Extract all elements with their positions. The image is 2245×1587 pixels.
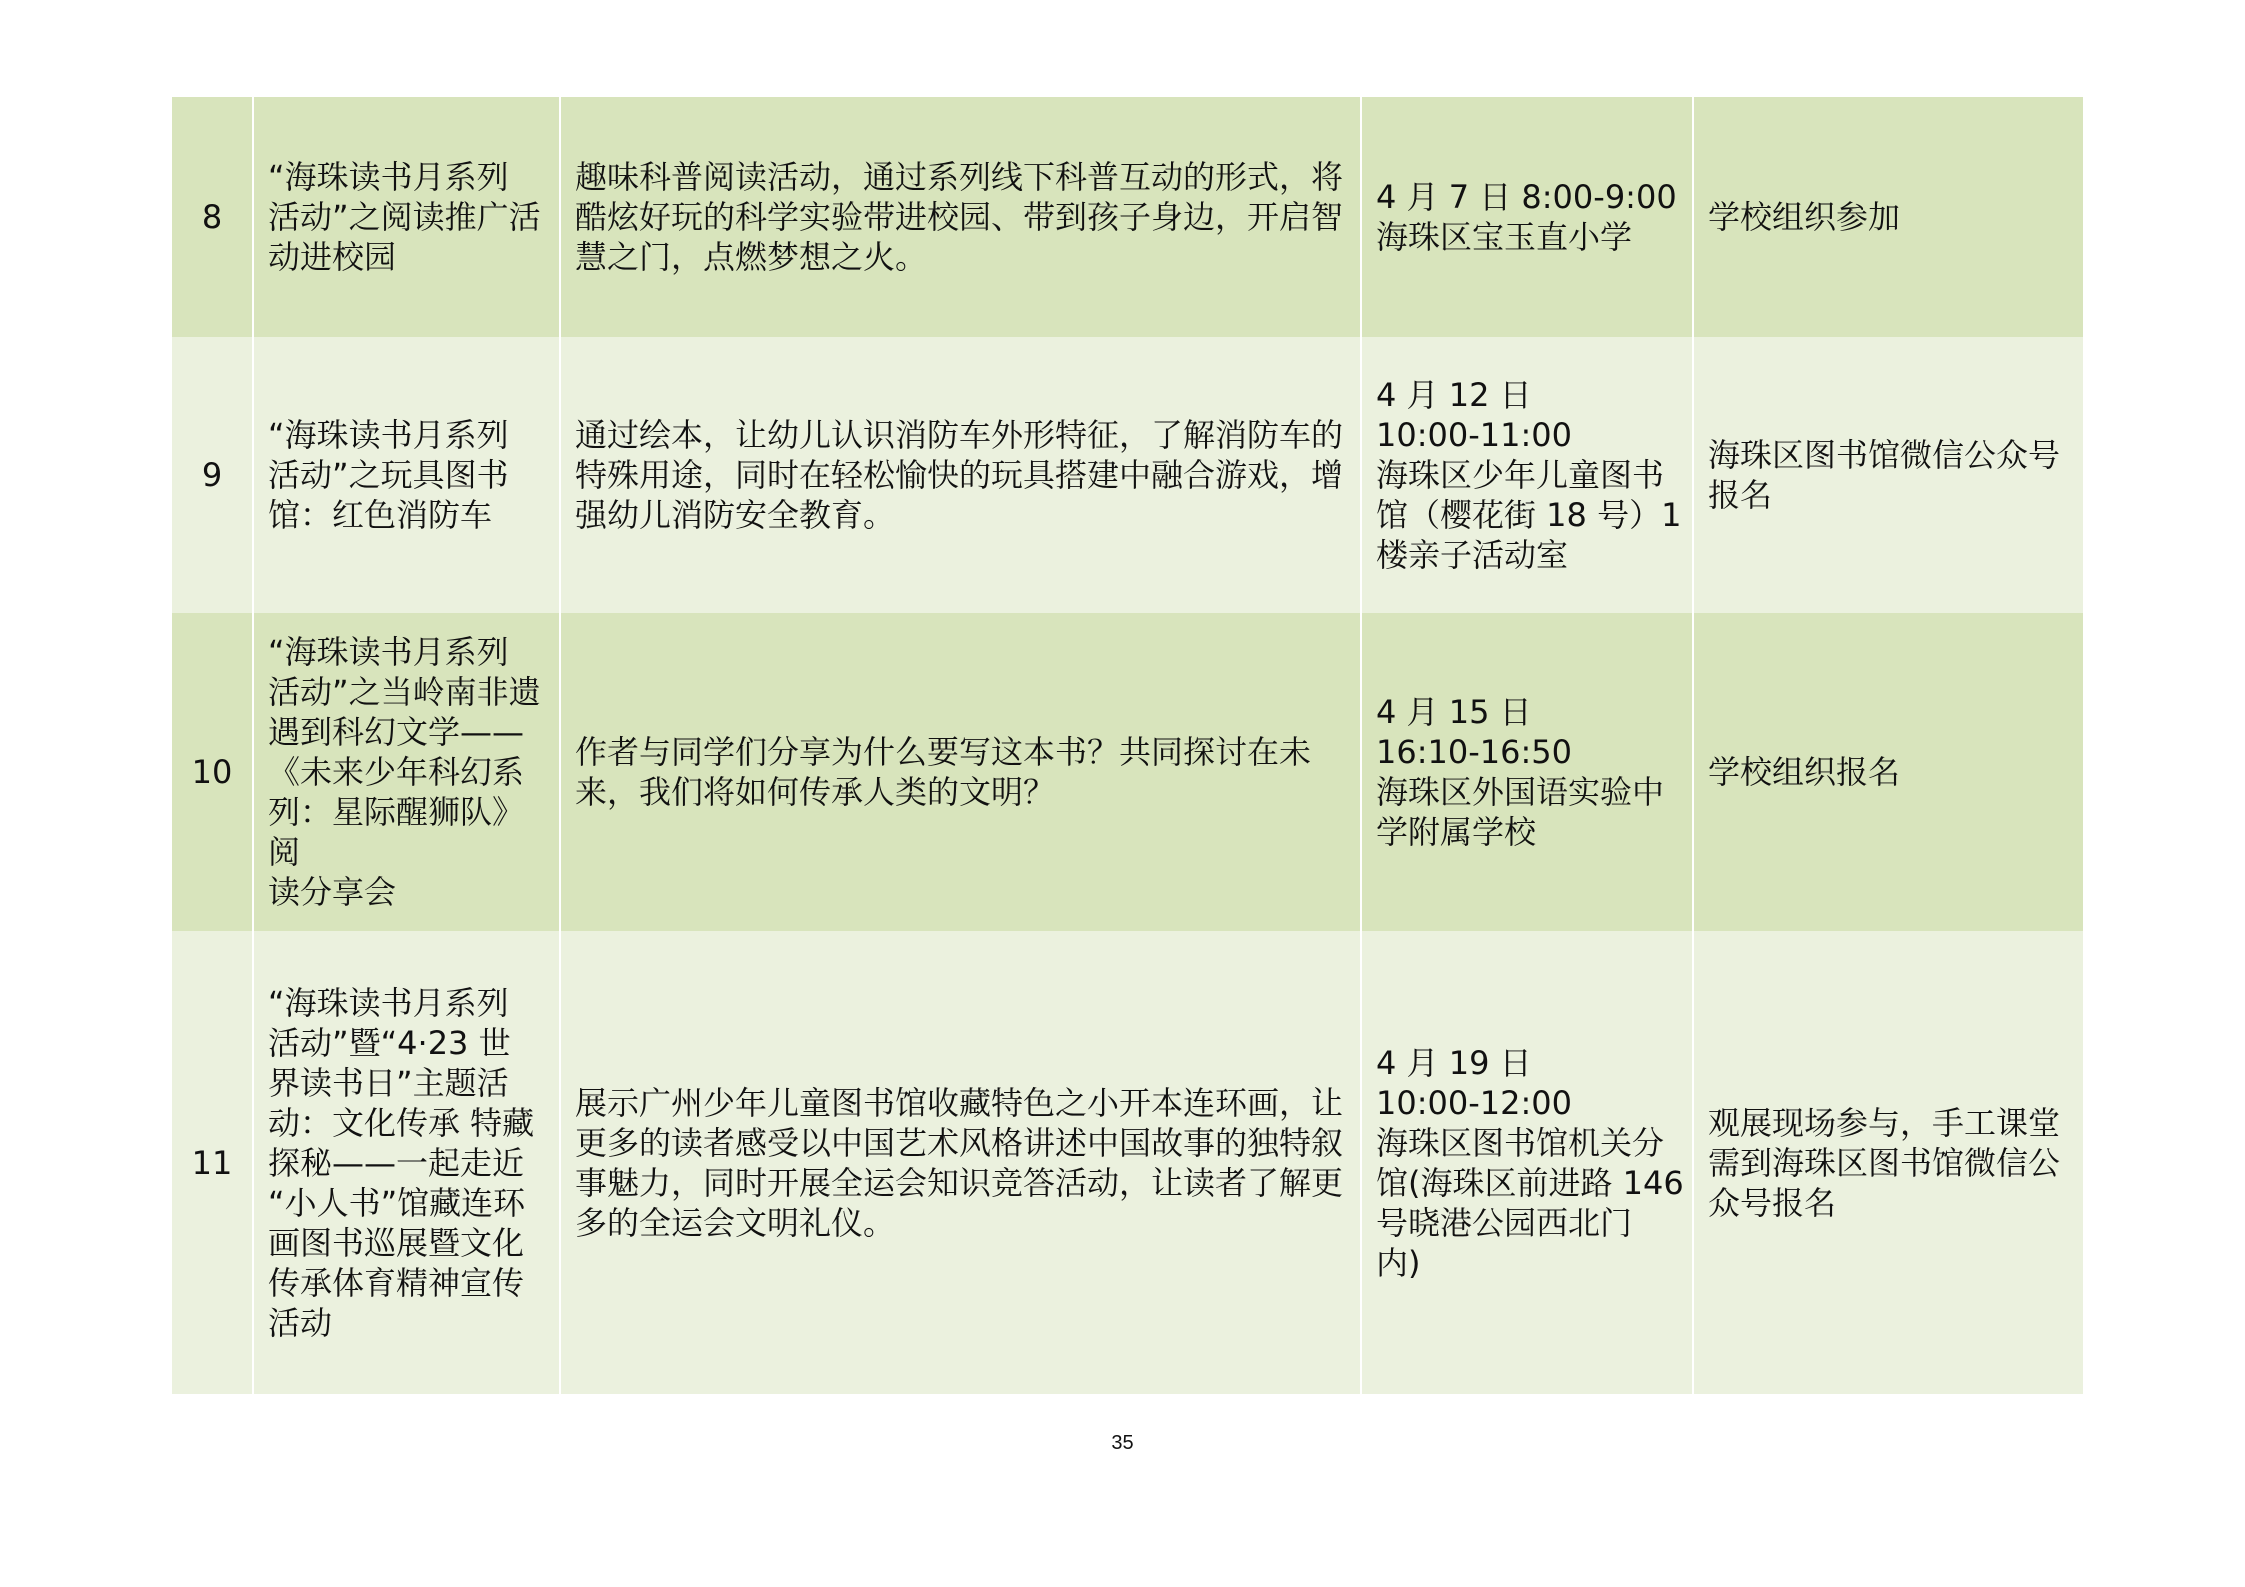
activity-name: “海珠读书月系列 活动”之当岭南非遗 遇到科幻文学—— 《未来少年科幻系 列：星际醒狮队》阅 读分享会 xyxy=(268,633,541,911)
activity-time-place-cell xyxy=(1361,97,1693,337)
activity-time-place-cell xyxy=(1361,931,1693,1394)
table-row xyxy=(171,613,2084,931)
activity-signup: 海珠区图书馆微信公众号 报名 xyxy=(1708,436,2061,514)
table-row xyxy=(171,97,2084,337)
activity-signup-cell xyxy=(1693,97,2084,337)
page-number: 35 xyxy=(1111,1432,1134,1454)
activity-name-cell xyxy=(253,97,560,337)
activity-name-cell xyxy=(253,337,560,613)
activity-signup-cell xyxy=(1693,337,2084,613)
activity-description-cell xyxy=(560,337,1361,613)
activity-signup-cell xyxy=(1693,613,2084,931)
activity-name: “海珠读书月系列 活动”暨“4·23 世 界读书日”主题活 动：文化传承 特藏 探秘——一起走近 “小人书”馆藏连环 画图书巡展暨文化 传承体育精神宣传 活动 xyxy=(268,983,535,1342)
activity-name: “海珠读书月系列 活动”之玩具图书 馆：红色消防车 xyxy=(268,416,509,534)
activity-description: 趣味科普阅读活动，通过系列线下科普互动的形式，将 酷炫好玩的科学实验带进校园、带到孩子身边，开启智 慧之门，点燃梦想之火。 xyxy=(575,158,1344,276)
activity-time-place: 4 月 15 日 16:10-16:50 海珠区外国语实验中 学附属学校 xyxy=(1376,693,1665,851)
activity-table xyxy=(170,97,2085,1394)
row-number: 10 xyxy=(171,613,253,931)
activity-time-place-cell xyxy=(1361,613,1693,931)
activity-name-cell xyxy=(253,613,560,931)
activity-description-cell xyxy=(560,931,1361,1394)
activity-signup: 学校组织参加 xyxy=(1708,198,1901,236)
activity-name-cell xyxy=(253,931,560,1394)
activity-name: “海珠读书月系列 活动”之阅读推广活 动进校园 xyxy=(268,158,541,276)
table-row xyxy=(171,337,2084,613)
table-row xyxy=(171,931,2084,1394)
activity-time-place-cell xyxy=(1361,337,1693,613)
activity-description: 展示广州少年儿童图书馆收藏特色之小开本连环画，让 更多的读者感受以中国艺术风格讲述中国故事的独特叙 事魅力，同时开展全运会知识竞答活动，让读者了解更 多的全运会文明礼仪。 xyxy=(575,1083,1344,1242)
row-number: 11 xyxy=(171,931,253,1394)
row-number: 9 xyxy=(171,337,253,613)
activity-time-place: 4 月 19 日 10:00-12:00 海珠区图书馆机关分 馆(海珠区前进路 146 号晓港公园西北门 内) xyxy=(1376,1043,1684,1282)
activity-table-container xyxy=(170,97,2083,1394)
activity-signup: 观展现场参与，手工课堂 需到海珠区图书馆微信公 众号报名 xyxy=(1708,1103,2061,1222)
activity-signup: 学校组织报名 xyxy=(1708,753,1901,791)
activity-description: 通过绘本，让幼儿认识消防车外形特征，了解消防车的 特殊用途，同时在轻松愉快的玩具搭建中融合游戏，增 强幼儿消防安全教育。 xyxy=(575,416,1344,534)
activity-description-cell xyxy=(560,97,1361,337)
activity-description-cell xyxy=(560,613,1361,931)
activity-time-place: 4 月 7 日 8:00-9:00 海珠区宝玉直小学 xyxy=(1376,178,1677,256)
activity-time-place: 4 月 12 日 10:00-11:00 海珠区少年儿童图书 馆（樱花街 18 号）1 楼亲子活动室 xyxy=(1376,376,1682,574)
activity-description: 作者与同学们分享为什么要写这本书？共同探讨在未 来，我们将如何传承人类的文明？ xyxy=(575,733,1312,811)
row-number: 8 xyxy=(171,97,253,337)
activity-signup-cell xyxy=(1693,931,2084,1394)
